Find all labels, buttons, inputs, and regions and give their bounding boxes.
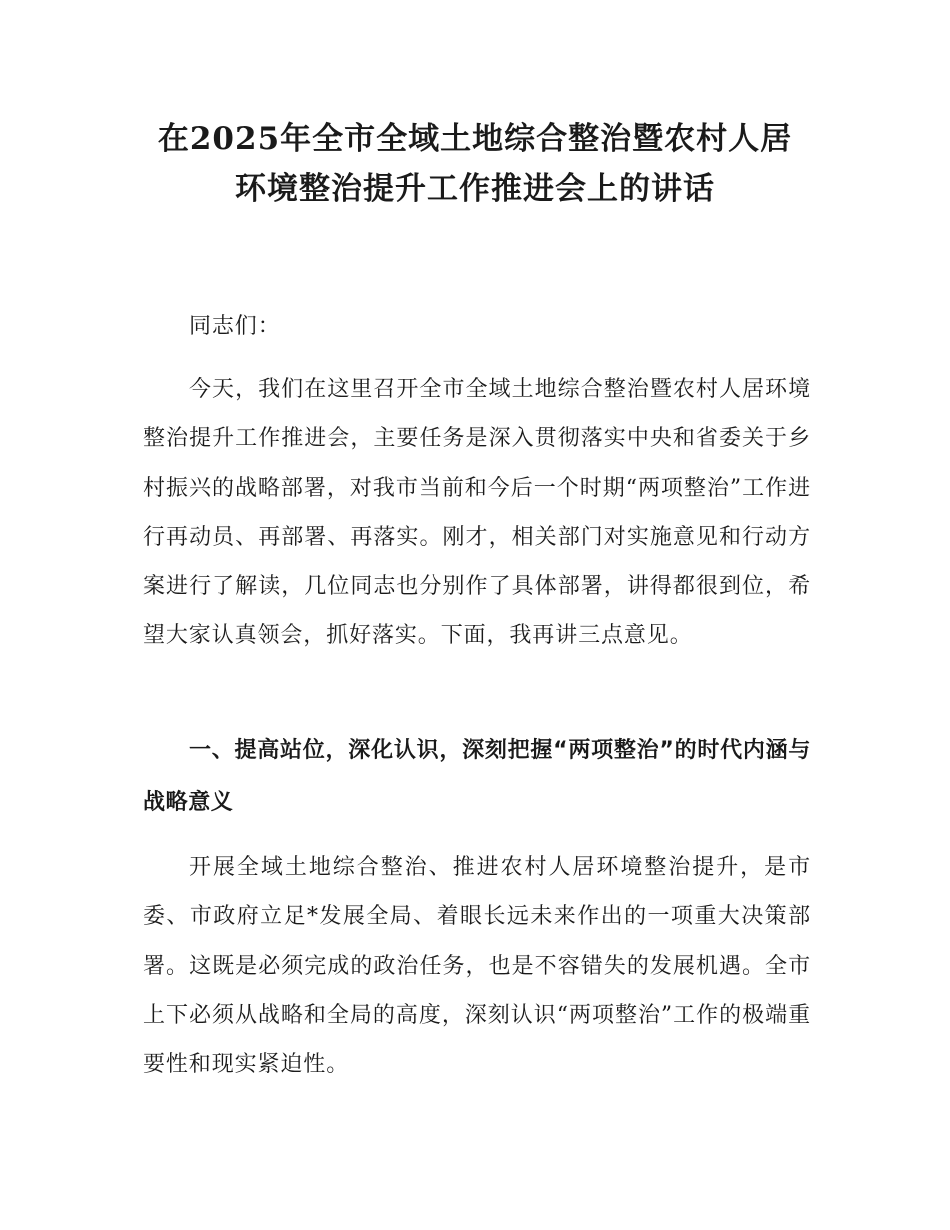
section-heading-1: 一、提高站位，深化认识，深刻把握“两项整治”的时代内涵与战略意义 bbox=[143, 738, 811, 815]
title-line-1: 在2025年全市全域土地综合整治暨农村人居 bbox=[157, 121, 793, 157]
document-title bbox=[120, 114, 830, 214]
title-line-2: 环境整治提升工作推进会上的讲话 bbox=[235, 171, 715, 207]
section-1-paragraph: 开展全域土地综合整治、推进农村人居环境整治提升，是市委、市政府立足*发展全局、着眼长远未来作出的一项重大决策部署。这既是必须完成的政治任务，也是不容错失的发展机遇。全市上下必须从战略和全局的高度，深刻认识“两项整治”工作的极端重要性和现实紧迫性。 bbox=[143, 855, 811, 1078]
opening-paragraph: 今天，我们在这里召开全市全域土地综合整治暨农村人居环境整治提升工作推进会，主要任务是深入贯彻落实中央和省委关于乡村振兴的战略部署，对我市当前和今后一个时期“两项整治”工作进行再动员、再部署、再落实。刚才，相关部门对实施意见和行动方案进行了解读，几位同志也分别作了具体部署，讲得都很到位，希望大家认真领会，抓好落实。下面，我再讲三点意见。 bbox=[143, 377, 811, 649]
salutation: 同志们： bbox=[189, 314, 281, 339]
